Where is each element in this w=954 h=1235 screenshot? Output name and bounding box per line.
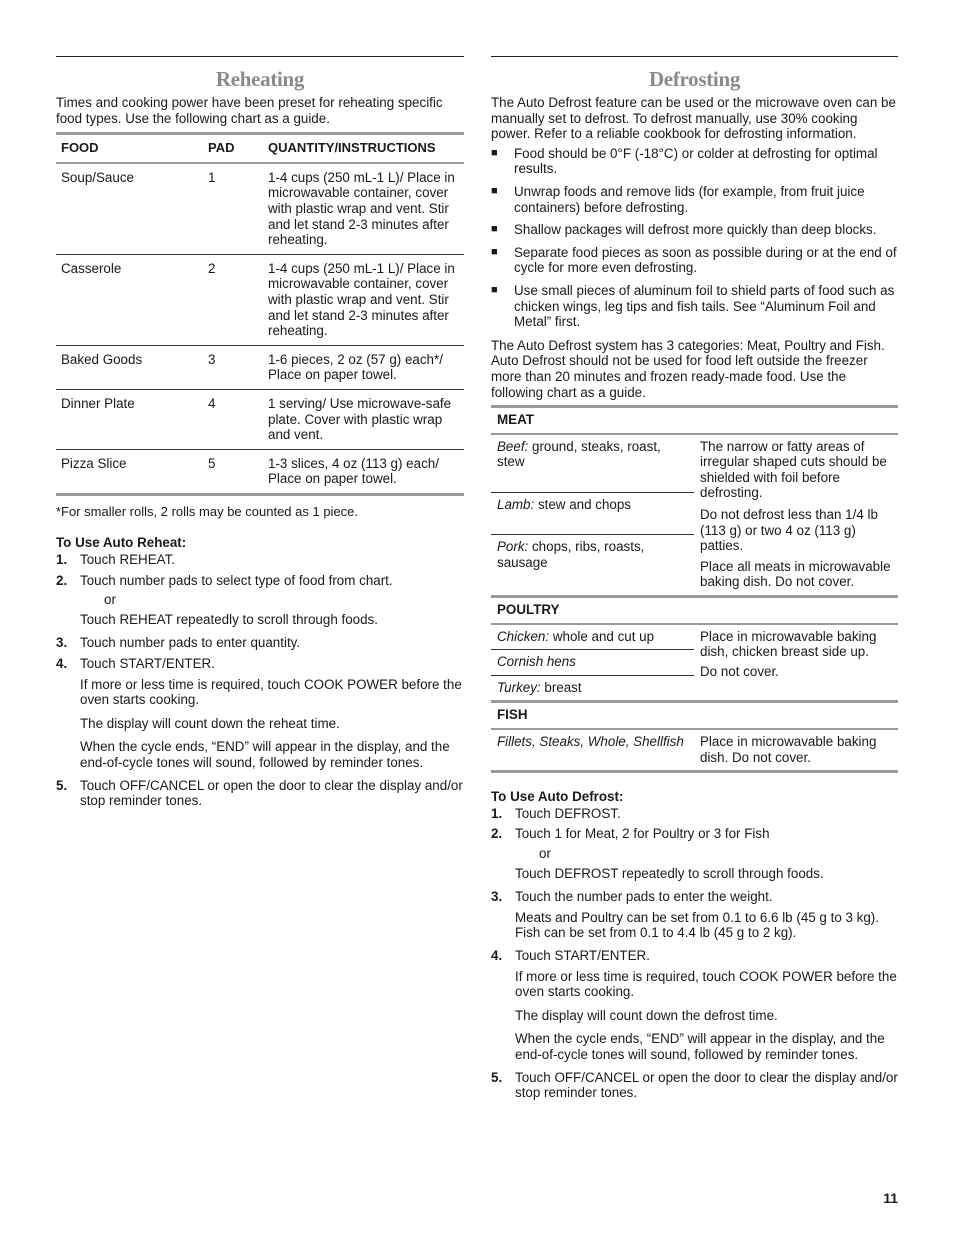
table-row xyxy=(56,163,464,254)
step-note: If more or less time is required, touch COOK POWER before the oven starts cooking. xyxy=(515,968,897,1000)
instructions-cell: 1 serving/ Use microwave-safe plate. Cover with plastic wrap and vent. xyxy=(263,389,464,449)
food-cell: Soup/Sauce xyxy=(61,169,134,185)
footnote: *For smaller rolls, 2 rolls may be counted as 1 piece. xyxy=(56,503,359,519)
bullet-text: Shallow packages will defrost more quickly than deep blocks. xyxy=(514,222,877,238)
food-cell: Casserole xyxy=(56,254,203,345)
step-5 xyxy=(491,1070,898,1101)
list-item xyxy=(491,146,898,177)
fish-notes xyxy=(694,730,898,770)
food-kind: Chicken: xyxy=(497,628,550,644)
step-number: 2. xyxy=(56,572,68,588)
pad-cell: 4 xyxy=(203,389,263,449)
food-cell: Baked Goods xyxy=(56,345,203,389)
step-text: Touch START/ENTER. xyxy=(80,656,215,672)
step-or: or xyxy=(539,845,551,861)
reheating-title: Reheating xyxy=(215,67,305,91)
table-row xyxy=(491,534,694,595)
reheating-intro: Times and cooking power have been preset for reheating specific food types. Use the following chart as a guide. xyxy=(56,95,443,126)
auto-defrost-heading: To Use Auto Defrost: xyxy=(491,789,624,805)
step-number: 2. xyxy=(491,826,503,842)
table-row xyxy=(491,435,694,492)
auto-reheat-heading: To Use Auto Reheat: xyxy=(56,535,187,551)
step-text: Touch OFF/CANCEL or open the door to clear the display and/or stop reminder tones. xyxy=(515,1069,898,1101)
step-number: 5. xyxy=(491,1069,503,1085)
step-text: Touch number pads to enter quantity. xyxy=(80,635,301,651)
table-row xyxy=(491,675,694,701)
step-2 xyxy=(56,573,464,589)
table-row xyxy=(56,389,464,449)
food-cell: Dinner Plate xyxy=(56,389,203,449)
note: Place all meats in microwavable baking dish. Do not cover. xyxy=(700,558,891,590)
col-pad: PAD xyxy=(203,134,263,163)
food-kind: Turkey: xyxy=(497,679,541,695)
reheat-chart xyxy=(56,132,464,496)
step-3 xyxy=(491,889,898,905)
step-number: 5. xyxy=(56,777,68,793)
table-row xyxy=(56,254,464,345)
category-poultry: POULTRY xyxy=(491,595,898,625)
list-item xyxy=(491,222,898,238)
meat-rows xyxy=(491,435,898,595)
step-text: Touch REHEAT. xyxy=(80,552,176,568)
step-text: Touch number pads to select type of food from chart. xyxy=(80,572,393,588)
step-number: 3. xyxy=(56,635,68,651)
step-alt: Touch REHEAT repeatedly to scroll through foods. xyxy=(80,611,378,627)
step-or: or xyxy=(104,592,116,608)
step-number: 1. xyxy=(56,552,68,568)
defrost-chart xyxy=(491,405,898,773)
pad-cell: 3 xyxy=(203,345,263,389)
step-3 xyxy=(56,635,464,651)
auto-defrost-steps xyxy=(491,806,898,1101)
meat-notes xyxy=(694,435,898,595)
page-number: 11 xyxy=(883,1190,898,1206)
instructions-cell: 1-4 cups (250 mL-1 L)/ Place in microwavable container, cover with plastic wrap and vent. Stir and let stand 2-3 minutes after reheating. xyxy=(268,169,455,248)
food-desc: chops, ribs, roasts, sausage xyxy=(497,539,645,570)
step-text: Touch 1 for Meat, 2 for Poultry or 3 for Fish xyxy=(515,826,770,842)
table-row xyxy=(491,649,694,675)
note: Do not cover. xyxy=(700,663,779,679)
square-bullet-icon: ■ xyxy=(491,245,498,258)
food-desc: ground, steaks, roast, stew xyxy=(497,438,661,470)
bullet-text: Food should be 0°F (-18°C) or colder at defrosting for optimal results. xyxy=(514,145,878,177)
poultry-notes xyxy=(694,625,898,701)
table-row xyxy=(491,730,694,770)
defrosting-section xyxy=(491,56,898,1103)
food-kind: Fillets, Steaks, Whole, Shellfish xyxy=(497,734,684,749)
step-note: If more or less time is required, touch COOK POWER before the oven starts cooking. xyxy=(80,676,462,708)
defrost-tips xyxy=(491,146,898,330)
step-1 xyxy=(491,806,898,822)
step-text: Touch DEFROST. xyxy=(515,805,621,821)
defrosting-intro: The Auto Defrost feature can be used or the microwave oven can be manually set to defrost. To defrost manually, use 30% cooking power. Refer to a reliable cookbook for defrosting information. xyxy=(491,95,896,142)
auto-reheat-steps xyxy=(56,552,464,809)
categories-text: The Auto Defrost system has 3 categories: Meat, Poultry and Fish. Auto Defrost should not be used for food left outside the freezer more than 20 minutes and frozen ready-made food. Use the following chart as a guide. xyxy=(491,337,885,400)
step-note: When the cycle ends, “END” will appear in the display, and the end-of-cycle tones will sound, followed by reminder tones. xyxy=(80,739,450,770)
step-1 xyxy=(56,552,464,568)
bullet-text: Separate food pieces as soon as possible during or at the end of cycle for more even defrosting. xyxy=(514,244,897,276)
note: Place in microwavable baking dish. Do not cover. xyxy=(700,734,877,765)
list-item xyxy=(491,245,898,276)
table-row xyxy=(56,449,464,494)
note: Place in microwavable baking dish, chicken breast side up. xyxy=(700,628,877,660)
food-desc: stew and chops xyxy=(534,496,631,512)
step-note: When the cycle ends, “END” will appear in the display, and the end-of-cycle tones will sound, followed by reminder tones. xyxy=(515,1031,885,1062)
step-2 xyxy=(491,826,898,842)
step-note: The display will count down the reheat time. xyxy=(80,715,340,731)
note: Do not defrost less than 1/4 lb (113 g) or two 4 oz (113 g) patties. xyxy=(700,507,878,554)
table-row xyxy=(491,492,694,534)
food-desc: whole and cut up xyxy=(549,628,655,644)
step-number: 4. xyxy=(491,947,503,963)
list-item xyxy=(491,283,898,330)
step-text: Touch the number pads to enter the weight. xyxy=(515,889,773,905)
bullet-text: Unwrap foods and remove lids (for example, from fruit juice containers) before defrosting. xyxy=(514,183,865,215)
food-desc: breast xyxy=(540,679,582,695)
square-bullet-icon: ■ xyxy=(491,283,498,296)
bullet-text: Use small pieces of aluminum foil to shield parts of food such as chicken wings, leg tips and fish tails. See “Aluminum Foil and Metal” first. xyxy=(514,282,895,330)
poultry-rows xyxy=(491,625,898,701)
table-row xyxy=(491,625,694,650)
reheating-section xyxy=(56,56,464,811)
step-4 xyxy=(56,656,464,672)
step-note: Meats and Poultry can be set from 0.1 to 6.6 lb (45 g to 3 kg). Fish can be set from 0.1 to 4.4 lb (45 g to 2 kg). xyxy=(515,909,879,941)
square-bullet-icon: ■ xyxy=(491,184,498,197)
step-5 xyxy=(56,778,464,809)
food-kind: Cornish hens xyxy=(497,654,576,670)
food-cell: Pizza Slice xyxy=(56,449,203,494)
col-food: FOOD xyxy=(56,134,203,163)
step-number: 3. xyxy=(491,889,503,905)
note: The narrow or fatty areas of irregular shaped cuts should be shielded with foil before defrosting. xyxy=(700,438,887,501)
instructions-cell: 1-6 pieces, 2 oz (57 g) each*/ Place on paper towel. xyxy=(263,345,464,389)
list-item xyxy=(491,184,898,215)
category-meat: MEAT xyxy=(491,405,898,435)
category-fish: FISH xyxy=(491,700,898,730)
col-instructions: QUANTITY/INSTRUCTIONS xyxy=(263,134,464,163)
food-kind: Pork: xyxy=(497,539,529,555)
pad-cell: 1 xyxy=(208,169,216,185)
step-text: Touch OFF/CANCEL or open the door to clear the display and/or stop reminder tones. xyxy=(80,777,463,809)
step-4 xyxy=(491,948,898,964)
food-kind: Beef: xyxy=(497,438,529,454)
pad-cell: 5 xyxy=(203,449,263,494)
square-bullet-icon: ■ xyxy=(491,223,498,236)
step-number: 4. xyxy=(56,656,68,672)
fish-rows xyxy=(491,730,898,770)
step-alt: Touch DEFROST repeatedly to scroll through foods. xyxy=(515,865,824,881)
pad-cell: 2 xyxy=(203,254,263,345)
food-kind: Lamb: xyxy=(497,496,535,512)
defrosting-title: Defrosting xyxy=(648,67,741,91)
step-text: Touch START/ENTER. xyxy=(515,947,650,963)
square-bullet-icon: ■ xyxy=(491,146,498,159)
step-note: The display will count down the defrost time. xyxy=(515,1007,778,1023)
instructions-cell: 1-3 slices, 4 oz (113 g) each/ Place on paper towel. xyxy=(263,449,464,494)
table-row xyxy=(56,345,464,389)
step-number: 1. xyxy=(491,805,503,821)
instructions-cell: 1-4 cups (250 mL-1 L)/ Place in microwavable container, cover with plastic wrap and vent. Stir and let stand 2-3 minutes after reheating. xyxy=(263,254,464,345)
